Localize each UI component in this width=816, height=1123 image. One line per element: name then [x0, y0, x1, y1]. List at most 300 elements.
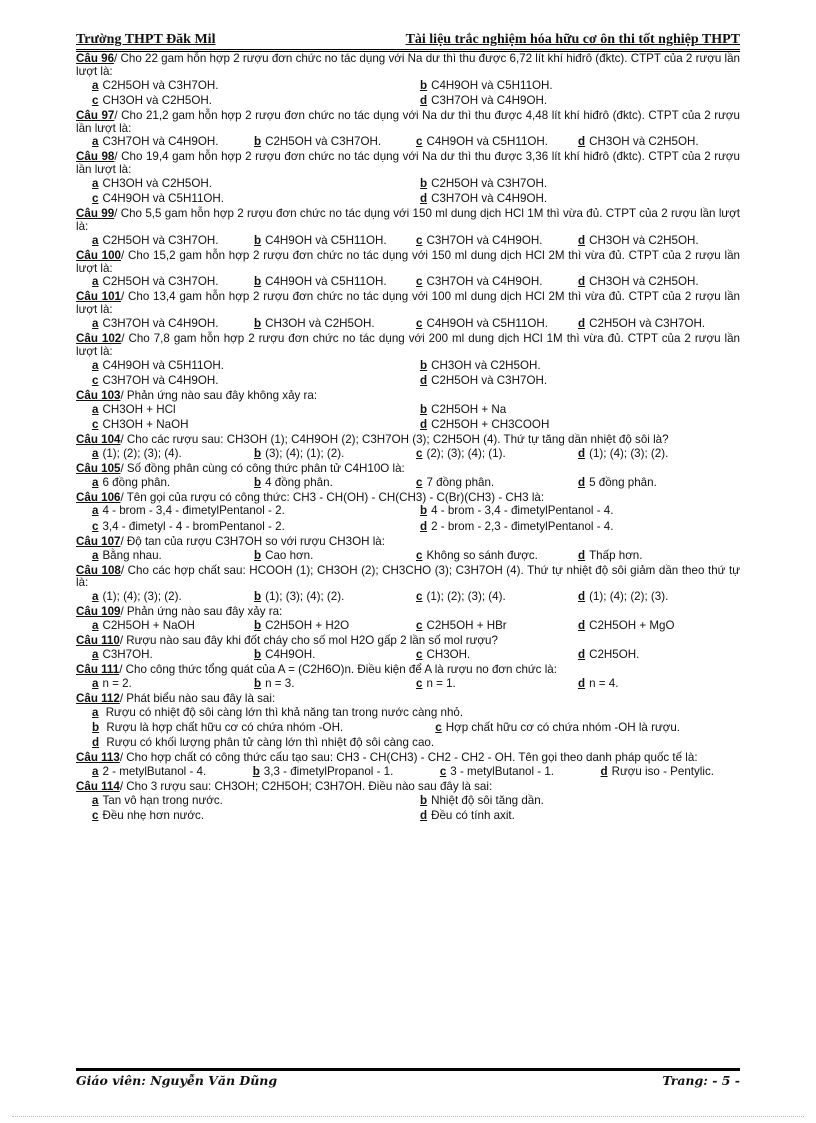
document-title: Tài liệu trắc nghiệm hóa hữu cơ ôn thi tốt nghiệp THPT — [405, 32, 740, 47]
question-stem — [76, 434, 740, 447]
option-text: C2H5OH và C3H7OH. — [265, 135, 382, 149]
options — [76, 79, 740, 109]
question — [76, 664, 740, 692]
option-text: Rượu là hợp chất hữu cơ có chứa nhóm -OH. — [106, 720, 344, 734]
option-letter: d — [420, 808, 428, 822]
option[interactable] — [92, 403, 412, 418]
question-text: / Phản ứng nào sau đây không xảy ra: — [120, 388, 318, 402]
page-edge-divider — [12, 1116, 804, 1117]
option[interactable] — [92, 590, 254, 605]
option[interactable] — [92, 374, 412, 389]
question-number: Câu 114 — [76, 780, 120, 794]
option-text: C2H5OH + HBr — [426, 619, 507, 633]
question-stem — [76, 606, 740, 619]
option[interactable] — [92, 549, 254, 564]
options — [76, 447, 740, 462]
option-text: (1); (3); (4); (2). — [265, 590, 345, 604]
option-letter: a — [92, 402, 99, 416]
option[interactable] — [578, 447, 740, 462]
question-number: Câu 108 — [76, 563, 121, 577]
question-text: / Rượu nào sau đây khi đốt cháy cho số mol H2O gấp 2 lần số mol rượu? — [119, 634, 498, 648]
option-text: C3H7OH và C4H9OH. — [431, 192, 548, 206]
option-text: CH3OH và C2H5OH. — [431, 358, 541, 372]
question-stem — [76, 693, 740, 706]
options — [76, 317, 740, 332]
question-number: Câu 99 — [76, 207, 115, 221]
option[interactable] — [578, 135, 740, 150]
option[interactable] — [420, 418, 740, 433]
option[interactable] — [416, 549, 578, 564]
option[interactable] — [578, 648, 740, 663]
option-text: 3,4 - đimetyl - 4 - bromPentanol - 2. — [102, 519, 285, 533]
option[interactable] — [92, 359, 412, 374]
option[interactable] — [578, 619, 740, 634]
option[interactable] — [420, 359, 740, 374]
option-text: Rượu iso - Pentylic. — [611, 764, 714, 778]
question — [76, 606, 740, 634]
option[interactable] — [92, 79, 412, 94]
document-page — [76, 32, 740, 1092]
question — [76, 635, 740, 663]
option-letter: c — [416, 676, 423, 690]
option[interactable] — [416, 619, 578, 634]
option-letter: a — [92, 548, 99, 562]
question-number: Câu 106 — [76, 490, 121, 504]
question — [76, 463, 740, 491]
option-letter: d — [578, 275, 586, 289]
question-stem — [76, 664, 740, 677]
option[interactable] — [254, 619, 416, 634]
options — [76, 706, 740, 751]
option-letter: c — [416, 548, 423, 562]
question-stem — [76, 250, 740, 276]
question-text: / Cho 21,2 gam hỗn hợp 2 rượu đơn chức no tác dụng với Na dư thì thu được 4,48 lít khí hiđrô (đktc). CTPT của 2 rượu lần lượt là: — [76, 108, 740, 135]
option-text: C4H9OH và C5H11OH. — [265, 233, 387, 247]
option-text: n = 1. — [426, 676, 456, 690]
question-text: / Cho 22 gam hỗn hợp 2 rượu đơn chức no tác dụng với Na dư thì thu được 6,72 lít khí hiđrô (đktc). CTPT của 2 rượu lần lượt là: — [76, 52, 740, 78]
option-text: C3H7OH. — [102, 647, 153, 661]
option[interactable] — [92, 504, 412, 519]
option-text: Rượu có khối lượng phân tử càng lớn thì nhiệt độ sôi càng cao. — [106, 735, 435, 749]
option-text: C3H7OH và C4H9OH. — [426, 233, 543, 247]
page-number: Trang: - 5 - — [662, 1073, 740, 1088]
option-letter: b — [420, 793, 428, 807]
option-letter: d — [578, 475, 586, 489]
option[interactable] — [420, 520, 740, 535]
option[interactable] — [420, 794, 740, 809]
page-footer — [76, 1068, 740, 1088]
option-text: (1); (4); (3); (2). — [589, 446, 669, 460]
question-number: Câu 113 — [76, 751, 120, 765]
question — [76, 752, 740, 780]
options — [76, 275, 740, 290]
question-number: Câu 111 — [76, 663, 120, 677]
option[interactable] — [440, 765, 554, 780]
option-letter: c — [92, 808, 99, 822]
option-text: C2H5OH. — [589, 647, 640, 661]
options — [76, 234, 740, 249]
option[interactable] — [254, 677, 416, 692]
option-text: (1); (2); (3); (4). — [426, 590, 506, 604]
option-text: CH3OH và C2H5OH. — [589, 135, 699, 149]
option[interactable] — [578, 590, 740, 605]
option-text: (1); (4); (2); (3). — [589, 590, 669, 604]
option-letter: b — [420, 176, 428, 190]
option-letter: d — [578, 233, 586, 247]
option-letter: a — [92, 590, 99, 604]
option-text: C3H7OH và C4H9OH. — [426, 275, 543, 289]
question-text: / Cho hợp chất có công thức cấu tạo sau: CH3 - CH(CH3) - CH2 - CH2 - OH. Tên gọi theo danh pháp quốc tế là: — [119, 751, 698, 765]
option-letter: d — [420, 373, 428, 387]
question-stem — [76, 53, 740, 79]
option[interactable] — [420, 79, 740, 94]
option-text: C3H7OH và C4H9OH. — [102, 316, 219, 330]
option[interactable] — [420, 809, 740, 824]
option[interactable] — [416, 476, 578, 491]
option-letter: c — [416, 590, 423, 604]
option-letter: c — [92, 373, 99, 387]
option[interactable] — [92, 736, 740, 751]
option-letter: c — [416, 475, 423, 489]
question — [76, 291, 740, 332]
question-text: / Cho 13,4 gam hỗn hợp 2 rượu đơn chức no tác dụng với 100 ml dung dịch HCl 2M thì vừa đủ. CTPT của 2 rượu lần lượt là: — [76, 290, 740, 317]
option[interactable] — [254, 476, 416, 491]
question-text: / Số đồng phân cùng có công thức phân tử C4H10O là: — [120, 461, 405, 475]
option[interactable] — [578, 476, 740, 491]
option-letter: d — [578, 135, 586, 149]
option-text: Không so sánh được. — [426, 548, 538, 562]
question-number: Câu 112 — [76, 691, 120, 705]
question-number: Câu 100 — [76, 248, 122, 262]
option-letter: b — [254, 275, 262, 289]
option-letter: d — [578, 676, 586, 690]
option[interactable] — [92, 809, 412, 824]
option[interactable] — [420, 177, 740, 192]
option[interactable] — [416, 590, 578, 605]
option-text: CH3OH + NaOH — [102, 417, 189, 431]
question-stem — [76, 492, 740, 505]
option-text: C2H5OH và C3H7OH. — [431, 373, 548, 387]
option-letter: a — [92, 793, 99, 807]
option-letter: c — [416, 647, 423, 661]
option-letter: a — [92, 705, 99, 719]
option-text: C2H5OH và C3H7OH. — [102, 275, 219, 289]
option[interactable] — [416, 275, 578, 290]
option-letter: a — [92, 275, 99, 289]
question-text: / Cho 5,5 gam hỗn hợp 2 rượu đơn chức no tác dụng với 150 ml dung dịch HCl 1M thì vừa đủ. CTPT của 2 rượu lần lượt là: — [76, 207, 740, 233]
option-letter: d — [578, 590, 586, 604]
option-text: CH3OH và C2H5OH. — [589, 233, 699, 247]
question-stem — [76, 752, 740, 765]
option-text: C4H9OH và C5H11OH. — [426, 135, 549, 149]
option[interactable] — [416, 677, 578, 692]
option-letter: a — [92, 358, 99, 372]
option[interactable] — [254, 648, 416, 663]
option-letter: d — [578, 619, 586, 633]
option[interactable] — [254, 234, 416, 249]
question-text: / Cho 19,4 gam hỗn hợp 2 rượu đơn chức no tác dụng với Na dư thì thu được 3,36 lít khí hiđrô (đktc). CTPT của 2 rượu lần lượt là: — [76, 150, 740, 177]
options — [76, 476, 740, 491]
option-text: CH3OH + HCl — [102, 402, 176, 416]
question — [76, 208, 740, 249]
option-letter: d — [92, 735, 100, 749]
option[interactable] — [92, 721, 343, 735]
option-letter: c — [439, 764, 447, 778]
option[interactable] — [254, 275, 416, 290]
options — [76, 619, 740, 634]
question-text: / Cho 15,2 gam hỗn hợp 2 rượu đơn chức no tác dụng với 150 ml dung dịch HCl 2M thì vừa đủ. CTPT của 2 rượu lần lượt là: — [76, 248, 740, 275]
option[interactable] — [578, 234, 740, 249]
option-letter: c — [92, 519, 99, 533]
options — [76, 677, 740, 692]
option-letter: d — [578, 446, 586, 460]
option-letter: d — [600, 764, 608, 778]
option-letter: c — [416, 233, 423, 247]
option-text: C3H7OH và C4H9OH. — [431, 93, 548, 107]
option-letter: b — [254, 647, 262, 661]
option-letter: b — [254, 590, 262, 604]
option-text: 3,3 - đimetylPropanol - 1. — [263, 764, 394, 778]
question-text: / Cho các rượu sau: CH3OH (1); C4H9OH (2); C3H7OH (3); C2H5OH (4). Thứ tự tăng dần nhiệt độ sôi là? — [120, 432, 669, 446]
question-stem — [76, 565, 740, 591]
question-stem — [76, 208, 740, 234]
question-text: / Cho các hợp chất sau: HCOOH (1); CH3OH (2); CH3CHO (3); C3H7OH (4). Thứ tự nhiệt độ sôi giảm dần theo thứ tự là: — [76, 563, 740, 590]
question-text: / Tên gọi của rượu có công thức: CH3 - CH(OH) - CH(CH3) - C(Br)(CH3) - CH3 là: — [120, 490, 545, 504]
question-number: Câu 98 — [76, 150, 115, 164]
option-text: C3H7OH và C4H9OH. — [102, 373, 219, 387]
option[interactable] — [435, 721, 680, 735]
option-letter: a — [92, 619, 99, 633]
question-stem — [76, 390, 740, 403]
option[interactable] — [254, 549, 416, 564]
question — [76, 110, 740, 151]
option-text: Rượu có nhiệt độ sôi càng lớn thì khả năng tan trong nước càng nhỏ. — [105, 705, 464, 719]
option-text: C2H5OH + CH3COOH — [431, 417, 550, 431]
option-letter: b — [254, 135, 262, 149]
question-text: / Độ tan của rượu C3H7OH so với rượu CH3OH là: — [120, 534, 385, 548]
question-stem — [76, 333, 740, 359]
option-text: C4H9OH. — [265, 647, 316, 661]
question-stem — [76, 781, 740, 794]
option-letter: a — [92, 764, 99, 778]
question-number: Câu 104 — [76, 432, 121, 446]
option-letter: c — [416, 316, 423, 330]
question-stem — [76, 463, 740, 476]
option-text: Thấp hơn. — [589, 548, 643, 562]
school-name: Trường THPT Đăk Mil — [76, 32, 216, 47]
option-text: Đều có tính axit. — [431, 808, 515, 822]
option[interactable] — [416, 317, 578, 332]
question-number: Câu 109 — [76, 605, 121, 619]
question-number: Câu 103 — [76, 388, 121, 402]
option-letter: b — [254, 316, 262, 330]
option[interactable] — [254, 447, 416, 462]
option-letter: d — [420, 93, 428, 107]
option-letter: d — [578, 647, 586, 661]
option[interactable] — [92, 706, 740, 721]
options — [76, 794, 740, 824]
option-text: 5 đồng phân. — [589, 475, 657, 489]
option-letter: b — [420, 402, 428, 416]
question — [76, 781, 740, 824]
option-text: CH3OH và C2H5OH. — [265, 316, 375, 330]
option-text: n = 3. — [265, 676, 295, 690]
option-text: 4 đồng phân. — [265, 475, 333, 489]
option[interactable] — [92, 648, 254, 663]
question-stem — [76, 291, 740, 317]
option-text: Hợp chất hữu cơ có chứa nhóm -OH là rượu. — [445, 720, 680, 734]
option[interactable] — [578, 677, 740, 692]
option-text: C3H7OH và C4H9OH. — [102, 135, 219, 149]
option-letter: d — [420, 417, 428, 431]
options — [76, 590, 740, 605]
option[interactable] — [92, 135, 254, 150]
option-text: (3); (4); (1); (2). — [265, 446, 345, 460]
option-row — [92, 721, 740, 736]
option[interactable] — [92, 275, 254, 290]
option-text: CH3OH và C2H5OH. — [102, 176, 212, 190]
option-letter: b — [254, 548, 262, 562]
option-letter: b — [254, 619, 262, 633]
option-letter: a — [92, 504, 99, 518]
options — [76, 648, 740, 663]
option-text: Tan vô hạn trong nước. — [102, 793, 223, 807]
option[interactable] — [420, 192, 740, 207]
option-text: C2H5OH + MgO — [589, 619, 675, 633]
question — [76, 151, 740, 207]
question-text: / Phản ứng nào sau đây xảy ra: — [120, 605, 283, 619]
option[interactable] — [420, 94, 740, 109]
option[interactable] — [416, 648, 578, 663]
option-letter: b — [420, 358, 428, 372]
option[interactable] — [416, 234, 578, 249]
option[interactable] — [420, 374, 740, 389]
question-text: / Cho 7,8 gam hỗn hợp 2 rượu đơn chức no tác dụng với 200 ml dung dịch HCl 1M thì vừa đủ. CTPT của 2 rượu lần lượt là: — [76, 332, 741, 358]
option[interactable] — [254, 135, 416, 150]
option-text: 2 - metylButanol - 4. — [102, 764, 207, 778]
option-letter: a — [92, 78, 99, 92]
options — [76, 403, 740, 433]
option-letter: c — [92, 93, 99, 107]
question-stem — [76, 635, 740, 648]
question-number: Câu 96 — [76, 52, 115, 65]
option[interactable] — [254, 590, 416, 605]
option[interactable] — [420, 504, 740, 519]
question-number: Câu 101 — [76, 290, 122, 304]
question — [76, 536, 740, 564]
option[interactable] — [416, 447, 578, 462]
question — [76, 492, 740, 535]
option[interactable] — [92, 418, 412, 433]
option[interactable] — [92, 520, 412, 535]
option[interactable] — [92, 317, 254, 332]
option-text: Nhiệt độ sôi tăng dần. — [431, 793, 544, 807]
question — [76, 565, 740, 606]
option[interactable] — [578, 275, 740, 290]
option[interactable] — [92, 177, 412, 192]
question-number: Câu 97 — [76, 108, 115, 122]
question-number: Câu 110 — [76, 634, 120, 648]
question-text: / Phát biểu nào sau đây là sai: — [119, 691, 276, 705]
option-letter: c — [416, 446, 423, 460]
question-stem — [76, 536, 740, 549]
option-text: 7 đồng phân. — [426, 475, 495, 489]
option[interactable] — [420, 403, 740, 418]
option[interactable] — [92, 619, 254, 634]
question-list — [76, 53, 740, 824]
option-text: n = 4. — [589, 676, 619, 690]
option[interactable] — [578, 317, 740, 332]
question-text: / Cho 3 rượu sau: CH3OH; C2H5OH; C3H7OH. Điều nào sau đây là sai: — [119, 780, 493, 794]
option-letter: c — [416, 135, 423, 149]
option[interactable] — [92, 192, 412, 207]
option-letter: c — [92, 417, 99, 431]
option-text: CH3OH và C2H5OH. — [589, 275, 699, 289]
option-letter: d — [420, 519, 428, 533]
option-letter: a — [92, 135, 99, 149]
option-letter: a — [92, 233, 99, 247]
options — [76, 549, 740, 564]
option-text: C2H5OH và C3H7OH. — [102, 233, 219, 247]
question — [76, 434, 740, 462]
option-letter: a — [92, 475, 99, 489]
option-letter: d — [578, 316, 586, 330]
option-text: C4H9OH và C5H11OH. — [426, 316, 549, 330]
options — [76, 765, 740, 780]
option-letter: b — [254, 475, 262, 489]
option-letter: a — [92, 316, 99, 330]
option[interactable] — [92, 677, 254, 692]
option-text: C2H5OH + Na — [431, 402, 507, 416]
option-text: (1); (4); (3); (2). — [102, 590, 182, 604]
option[interactable] — [601, 765, 714, 780]
option-text: C4H9OH và C5H11OH. — [102, 358, 225, 372]
option-letter: b — [254, 446, 262, 460]
question-number: Câu 102 — [76, 332, 122, 346]
option-text: 4 - brom - 3,4 - đimetylPentanol - 2. — [102, 504, 285, 518]
option-letter: b — [254, 233, 262, 247]
option[interactable] — [92, 94, 412, 109]
option-letter: b — [420, 78, 428, 92]
option[interactable] — [578, 549, 740, 564]
option-letter: d — [420, 192, 428, 206]
option-text: C2H5OH và C3H7OH. — [102, 78, 219, 92]
options — [76, 359, 740, 389]
option[interactable] — [416, 135, 578, 150]
option[interactable] — [92, 765, 206, 780]
question — [76, 53, 740, 109]
option-text: 3 - metylButanol - 1. — [450, 764, 555, 778]
option-text: C2H5OH + H2O — [265, 619, 350, 633]
option-letter: d — [578, 548, 586, 562]
question — [76, 390, 740, 433]
option-text: (2); (3); (4); (1). — [426, 446, 506, 460]
page-header — [76, 32, 740, 52]
option[interactable] — [92, 476, 254, 491]
question-stem — [76, 110, 740, 136]
question-text: / Cho công thức tổng quát của A = (C2H6O)n. Điều kiện để A là rượu no đơn chức là: — [119, 663, 557, 677]
option[interactable] — [253, 765, 394, 780]
option-letter: a — [92, 647, 99, 661]
option-text: n = 2. — [102, 676, 132, 690]
option[interactable] — [92, 447, 254, 462]
option[interactable] — [92, 794, 412, 809]
option-text: C4H9OH và C5H11OH. — [431, 78, 553, 92]
question-number: Câu 107 — [76, 534, 121, 548]
option[interactable] — [92, 234, 254, 249]
option[interactable] — [254, 317, 416, 332]
option-text: Bằng nhau. — [102, 548, 162, 562]
